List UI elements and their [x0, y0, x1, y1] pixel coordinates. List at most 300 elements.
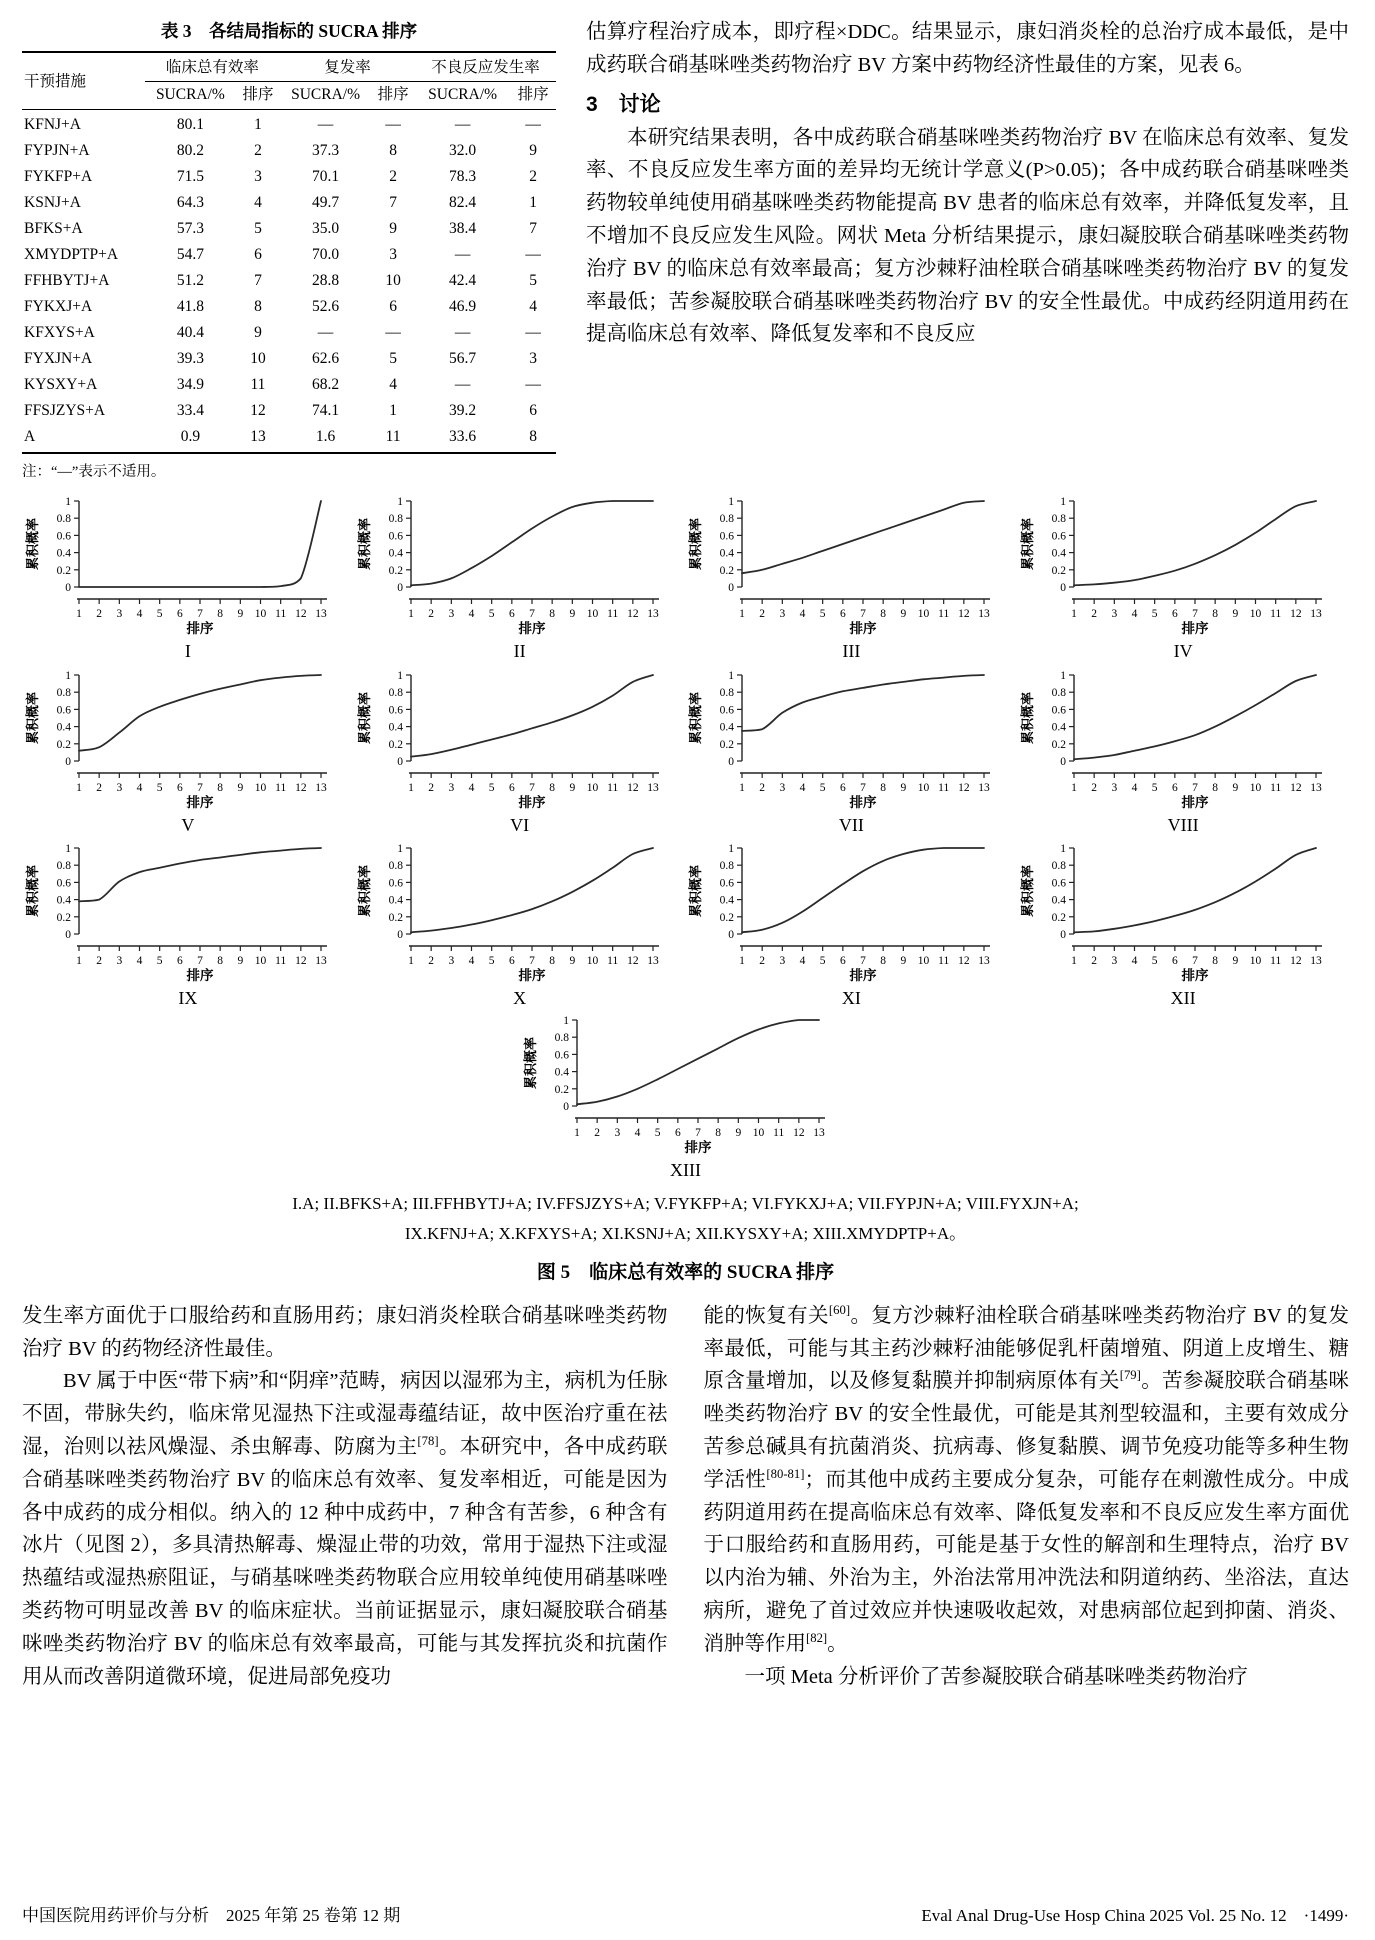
value-cell: 70.1: [311, 168, 340, 185]
svg-text:0.6: 0.6: [388, 703, 403, 716]
svg-text:0: 0: [65, 929, 71, 942]
y-axis-label: 累积概率: [356, 691, 372, 744]
svg-text:2: 2: [759, 608, 766, 620]
svg-text:9: 9: [569, 781, 575, 794]
value-cell: 9: [389, 220, 397, 237]
col-group-adverse: 不良反应发生率: [415, 52, 556, 82]
svg-text:7: 7: [528, 955, 535, 968]
svg-text:9: 9: [1232, 955, 1239, 968]
table-row: [22, 346, 556, 372]
paragraph-tcm: BV 属于中医“带下病”和“阴痒”范畴，病因以湿邪为主，病机为任脉不固，带脉失约，临床常见湿热下注或湿毒蕴结证，故中医治疗重在祛湿，治则以祛风燥湿、杀虫解毒、防腐为主[78]。本研究中，各中成药联合硝基咪唑类药物治疗 BV 的临床总有效率、复发率相近，可能是因为各中成药的成分相似。纳入的 12 种中成药中，7 种含有苦参，6 种含有冰片（见图 2），多具清热解毒、燥湿止带的功效，常用于湿热下注或湿热蕴结或湿热瘀阻证，与硝基咪唑类药物联合应用较单纯使用硝基咪唑类药物可明显改善 BV 的临床症状。当前证据显示，康妇凝胶联合硝基咪唑类药物治疗 BV 的临床总有效率最高，可能与其发挥抗炎和抗菌作用从而改善阴道微环境，促进局部免疫功: [22, 1370, 668, 1688]
svg-text:4: 4: [1131, 781, 1138, 794]
value-cell: 4: [254, 194, 262, 211]
paragraph-meta: 一项 Meta 分析评价了苦参凝胶联合硝基咪唑类药物治疗: [744, 1665, 1248, 1688]
sucra-plot-ix: [23, 838, 353, 988]
svg-text:11: 11: [772, 1126, 784, 1139]
sucra-table-body: [22, 110, 556, 454]
y-axis-label: 累积概率: [688, 691, 704, 744]
svg-text:3: 3: [448, 608, 454, 620]
svg-text:10: 10: [254, 608, 267, 620]
sucra-plot-iv: [1018, 491, 1348, 641]
value-cell: 8: [510, 424, 556, 453]
value-cell: 13: [236, 424, 280, 453]
svg-text:6: 6: [176, 955, 183, 968]
sucra-chart-iv: [1018, 491, 1348, 663]
svg-text:7: 7: [860, 955, 867, 968]
table-note: 注：“—”表示不适用。: [22, 464, 166, 480]
svg-text:1: 1: [65, 496, 71, 508]
svg-text:0: 0: [396, 582, 403, 594]
svg-text:1: 1: [396, 496, 403, 508]
chart-caption-vii: VII: [838, 814, 864, 835]
chart-caption-x: X: [513, 988, 527, 1009]
svg-text:0.6: 0.6: [1051, 530, 1067, 543]
value-cell: 6: [389, 298, 397, 315]
svg-text:10: 10: [918, 781, 930, 794]
svg-text:10: 10: [586, 781, 598, 794]
sucra-plot-xii: [1018, 838, 1348, 988]
table-row: [22, 110, 556, 139]
svg-text:0: 0: [728, 929, 735, 942]
svg-text:5: 5: [1151, 608, 1158, 620]
svg-text:7: 7: [1192, 608, 1198, 620]
sucra-plot-x: [355, 838, 685, 988]
svg-text:0: 0: [728, 755, 735, 768]
value-cell: 1: [389, 402, 397, 419]
svg-text:0.8: 0.8: [56, 513, 71, 526]
y-axis-label: 累积概率: [688, 517, 704, 571]
svg-text:6: 6: [1172, 955, 1178, 968]
svg-text:4: 4: [800, 955, 806, 968]
value-cell: 70.0: [311, 246, 340, 263]
svg-text:4: 4: [468, 781, 474, 794]
y-axis-label: 累积概率: [24, 865, 40, 918]
value-cell: 0.9: [145, 424, 236, 453]
value-cell: —: [454, 116, 471, 133]
svg-text:6: 6: [840, 608, 847, 620]
svg-text:0.8: 0.8: [388, 860, 403, 873]
value-cell: 9: [529, 142, 537, 159]
svg-text:0.8: 0.8: [388, 513, 403, 526]
svg-text:5: 5: [156, 781, 163, 794]
intervention-cell: FFSJZYS+A: [24, 402, 106, 419]
svg-text:0.2: 0.2: [720, 911, 735, 924]
svg-text:2: 2: [1091, 955, 1098, 968]
svg-text:1: 1: [739, 608, 746, 620]
svg-text:1: 1: [396, 669, 403, 682]
subheader-rank: 排序: [236, 82, 280, 110]
svg-text:9: 9: [734, 1126, 741, 1139]
value-cell: 56.7: [449, 350, 477, 367]
svg-text:12: 12: [958, 608, 970, 620]
svg-text:0: 0: [728, 582, 735, 594]
svg-text:9: 9: [237, 781, 244, 794]
value-cell: 11: [371, 424, 415, 453]
value-cell: 8: [389, 142, 397, 159]
cumulative-probability-curve: [1074, 848, 1316, 932]
svg-text:2: 2: [759, 955, 766, 968]
value-cell: 12: [250, 402, 266, 419]
svg-text:0.8: 0.8: [554, 1031, 569, 1044]
svg-text:0.4: 0.4: [720, 547, 735, 560]
svg-text:13: 13: [646, 781, 659, 794]
value-cell: 51.2: [176, 272, 204, 289]
svg-text:0.6: 0.6: [720, 530, 735, 543]
value-cell: 33.4: [176, 402, 204, 419]
svg-text:0.2: 0.2: [56, 911, 71, 924]
value-cell: 4: [529, 298, 537, 315]
svg-text:0.6: 0.6: [56, 703, 71, 716]
svg-text:8: 8: [217, 955, 223, 968]
svg-text:0.4: 0.4: [1051, 721, 1067, 734]
value-cell: 3: [389, 246, 397, 263]
svg-text:0.2: 0.2: [720, 738, 735, 751]
svg-text:3: 3: [116, 781, 123, 794]
svg-text:0.6: 0.6: [56, 877, 71, 890]
svg-text:11: 11: [606, 781, 618, 794]
svg-text:8: 8: [880, 955, 887, 968]
value-cell: —: [454, 246, 471, 263]
svg-text:0.6: 0.6: [720, 877, 735, 890]
svg-text:3: 3: [613, 1126, 620, 1139]
svg-text:4: 4: [1131, 955, 1138, 968]
svg-text:0: 0: [396, 929, 403, 942]
value-cell: 10: [250, 350, 266, 367]
sucra-chart-xi: [686, 838, 1016, 1010]
svg-text:6: 6: [176, 781, 183, 794]
svg-text:0.2: 0.2: [388, 564, 403, 577]
table-title: 表 3 各结局指标的 SUCRA 排序: [160, 21, 418, 41]
svg-text:12: 12: [626, 781, 639, 794]
x-axis-label: 排序: [1181, 968, 1209, 984]
svg-text:4: 4: [468, 955, 474, 968]
value-cell: 74.1: [311, 402, 340, 419]
svg-text:10: 10: [586, 955, 598, 968]
table-row: [22, 372, 556, 398]
svg-text:0.4: 0.4: [56, 547, 71, 560]
svg-text:10: 10: [752, 1126, 764, 1139]
value-cell: 1: [529, 194, 537, 211]
svg-text:4: 4: [634, 1126, 640, 1139]
svg-text:9: 9: [237, 608, 244, 620]
sucra-plot-xiii: [521, 1010, 851, 1160]
y-axis-label: 累积概率: [1020, 517, 1036, 571]
cumulative-probability-curve: [79, 675, 321, 751]
svg-text:8: 8: [880, 781, 887, 794]
svg-text:11: 11: [938, 608, 950, 620]
sucra-chart-ii: [355, 491, 685, 663]
table-row: [22, 216, 556, 242]
value-cell: 3: [254, 168, 262, 185]
svg-text:12: 12: [626, 608, 639, 620]
bottom-left-column: [22, 1300, 668, 1694]
svg-text:2: 2: [96, 608, 102, 620]
svg-text:1: 1: [728, 496, 735, 508]
svg-text:2: 2: [759, 781, 766, 794]
svg-text:4: 4: [1131, 608, 1138, 620]
cumulative-probability-curve: [1074, 675, 1316, 759]
svg-text:1: 1: [1060, 843, 1067, 856]
svg-text:1: 1: [739, 781, 746, 794]
x-axis-label: 排序: [849, 968, 877, 984]
svg-text:7: 7: [1192, 955, 1198, 968]
subheader-sucra: SUCRA/%: [145, 82, 236, 110]
sucra-chart-v: [23, 665, 353, 837]
paragraph-cost: 估算疗程治疗成本，即疗程×DDC。结果显示，康妇消炎栓的总治疗成本最低，是中成药联合硝基咪唑类药物治疗 BV 方案中药物经济性最佳的方案，见表 6。: [586, 21, 1349, 76]
svg-text:0.2: 0.2: [56, 738, 71, 751]
value-cell: 80.2: [176, 142, 204, 159]
svg-text:12: 12: [958, 781, 970, 794]
svg-text:0.4: 0.4: [720, 894, 735, 907]
svg-text:5: 5: [488, 781, 495, 794]
svg-text:5: 5: [488, 608, 495, 620]
value-cell: 46.9: [449, 298, 477, 315]
chart-caption-xi: XI: [841, 988, 861, 1009]
svg-text:0.2: 0.2: [720, 564, 735, 577]
value-cell: 10: [385, 272, 401, 289]
value-cell: 28.8: [311, 272, 340, 289]
svg-text:8: 8: [217, 608, 223, 620]
col-header-intervention: 干预措施: [22, 52, 145, 110]
svg-text:6: 6: [1172, 608, 1178, 620]
svg-text:10: 10: [1249, 781, 1262, 794]
value-cell: 37.3: [311, 142, 340, 159]
svg-text:10: 10: [254, 955, 267, 968]
value-cell: 39.3: [176, 350, 204, 367]
svg-text:0: 0: [396, 755, 403, 768]
svg-text:1: 1: [728, 669, 735, 682]
svg-text:9: 9: [237, 955, 244, 968]
x-axis-label: 排序: [849, 794, 877, 810]
value-cell: 54.7: [176, 246, 204, 263]
sucra-plot-i: [23, 491, 353, 641]
svg-text:0: 0: [1060, 755, 1067, 768]
intervention-cell: BFKS+A: [24, 220, 83, 237]
svg-text:5: 5: [654, 1126, 661, 1139]
sucra-charts-grid: [22, 491, 1349, 1010]
figure-legend-line-2: IX.KFNJ+A; X.KFXYS+A; XI.KSNJ+A; XII.KYSXY+A; XIII.XMYDPTP+A。: [404, 1224, 967, 1244]
chart-caption-v: V: [181, 814, 195, 835]
sucra-chart-viii: [1018, 665, 1348, 837]
svg-text:0: 0: [1060, 582, 1067, 594]
svg-text:11: 11: [275, 955, 287, 968]
page-footer: [22, 1891, 1349, 1926]
svg-text:3: 3: [116, 608, 123, 620]
svg-text:8: 8: [880, 608, 887, 620]
table-row: [22, 424, 556, 453]
svg-text:9: 9: [900, 608, 907, 620]
sucra-chart-xiii: [521, 1010, 851, 1182]
section-heading-discussion: 3 讨论: [586, 92, 661, 116]
svg-text:11: 11: [275, 781, 287, 794]
sucra-plot-iii: [686, 491, 1016, 641]
sucra-table-head: [22, 52, 556, 110]
svg-text:0: 0: [1060, 929, 1067, 942]
svg-text:3: 3: [779, 955, 786, 968]
value-cell: 42.4: [449, 272, 477, 289]
value-cell: 8: [254, 298, 262, 315]
svg-text:9: 9: [569, 608, 575, 620]
svg-text:6: 6: [508, 608, 515, 620]
svg-text:13: 13: [978, 781, 991, 794]
sucra-chart-x: [355, 838, 685, 1010]
sucra-chart-xii: [1018, 838, 1348, 1010]
svg-text:1: 1: [1071, 781, 1077, 794]
table-row: [22, 320, 556, 346]
value-cell: 78.3: [449, 168, 477, 185]
x-axis-label: 排序: [186, 968, 214, 984]
svg-text:6: 6: [674, 1126, 681, 1139]
svg-text:1: 1: [407, 781, 414, 794]
svg-text:9: 9: [900, 781, 907, 794]
svg-text:12: 12: [294, 608, 307, 620]
svg-text:12: 12: [792, 1126, 805, 1139]
svg-text:12: 12: [294, 955, 307, 968]
svg-text:7: 7: [197, 608, 203, 620]
svg-text:0.6: 0.6: [720, 703, 735, 716]
svg-text:1: 1: [65, 843, 71, 856]
intervention-cell: FYKXJ+A: [24, 298, 93, 315]
svg-text:1: 1: [65, 669, 71, 682]
value-cell: 1: [254, 116, 262, 133]
svg-text:11: 11: [606, 955, 618, 968]
sucra-plot-vii: [686, 665, 1016, 815]
svg-text:7: 7: [197, 781, 203, 794]
svg-text:3: 3: [779, 781, 786, 794]
value-cell: 3: [529, 350, 537, 367]
table-row: [22, 190, 556, 216]
intervention-cell: KYSXY+A: [24, 376, 98, 393]
x-axis-label: 排序: [186, 794, 214, 810]
svg-text:1: 1: [739, 955, 746, 968]
svg-text:6: 6: [840, 781, 847, 794]
svg-text:12: 12: [1290, 781, 1302, 794]
svg-text:9: 9: [569, 955, 575, 968]
top-section: [22, 16, 1349, 481]
svg-text:5: 5: [820, 608, 826, 620]
svg-text:10: 10: [918, 608, 930, 620]
svg-text:0.4: 0.4: [56, 894, 71, 907]
svg-text:8: 8: [1212, 781, 1219, 794]
svg-text:0.4: 0.4: [56, 721, 71, 734]
table-row: [22, 268, 556, 294]
svg-text:5: 5: [1151, 781, 1158, 794]
svg-text:5: 5: [488, 955, 495, 968]
svg-text:1: 1: [562, 1014, 569, 1027]
svg-text:1: 1: [1071, 608, 1077, 620]
svg-text:11: 11: [1270, 781, 1282, 794]
value-cell: 5: [529, 272, 537, 289]
sucra-chart-ix: [23, 838, 353, 1010]
svg-text:0.6: 0.6: [56, 530, 71, 543]
intervention-cell: FFHBYTJ+A: [24, 272, 110, 289]
chart-caption-xiii: XIII: [670, 1159, 701, 1180]
svg-text:9: 9: [1232, 608, 1239, 620]
svg-text:12: 12: [1290, 608, 1302, 620]
value-cell: 11: [250, 376, 266, 393]
svg-text:0.8: 0.8: [56, 686, 71, 699]
svg-text:4: 4: [800, 781, 806, 794]
cumulative-probability-curve: [577, 1020, 819, 1104]
discussion-column: [586, 16, 1349, 481]
svg-text:13: 13: [1310, 781, 1322, 794]
svg-text:13: 13: [315, 955, 327, 968]
sucra-plot-viii: [1018, 665, 1348, 815]
svg-text:10: 10: [1249, 955, 1262, 968]
svg-text:0.2: 0.2: [56, 564, 71, 577]
svg-text:12: 12: [958, 955, 970, 968]
paragraph-continuation: 发生率方面优于口服给药和直肠用药；康妇消炎栓联合硝基咪唑类药物治疗 BV 的药物经济性最佳。: [22, 1304, 668, 1360]
bottom-section: [22, 1300, 1349, 1694]
value-cell: —: [525, 376, 541, 393]
svg-text:0.4: 0.4: [388, 894, 403, 907]
value-cell: —: [454, 324, 471, 341]
cumulative-probability-curve: [411, 848, 653, 932]
svg-text:1: 1: [76, 955, 82, 968]
figure-legend-line-1: I.A; II.BFKS+A; III.FFHBYTJ+A; IV.FFSJZYS+A; V.FYKFP+A; VI.FYKXJ+A; VII.FYPJN+A; VIII.FYXJN+A;: [292, 1194, 1079, 1214]
svg-text:7: 7: [1192, 781, 1198, 794]
cumulative-probability-curve: [742, 848, 984, 932]
value-cell: 1.6: [280, 424, 371, 453]
y-axis-label: 累积概率: [1020, 691, 1036, 744]
intervention-cell: FYKFP+A: [24, 168, 93, 185]
svg-text:0.8: 0.8: [1051, 513, 1067, 526]
svg-text:11: 11: [275, 608, 287, 620]
value-cell: 2: [389, 168, 397, 185]
svg-text:4: 4: [800, 608, 806, 620]
svg-text:11: 11: [938, 955, 950, 968]
value-cell: 68.2: [311, 376, 340, 393]
value-cell: 35.0: [311, 220, 340, 237]
svg-text:13: 13: [978, 955, 991, 968]
chart-caption-ii: II: [513, 641, 526, 661]
col-group-recurrence: 复发率: [280, 52, 415, 82]
value-cell: 40.4: [176, 324, 204, 341]
x-axis-label: 排序: [186, 621, 214, 636]
svg-text:3: 3: [448, 781, 454, 794]
value-cell: 32.0: [449, 142, 477, 159]
value-cell: —: [454, 376, 471, 393]
svg-text:0.2: 0.2: [1051, 911, 1067, 924]
svg-text:11: 11: [1270, 955, 1282, 968]
value-cell: 39.2: [449, 402, 477, 419]
svg-text:3: 3: [779, 608, 786, 620]
svg-text:1: 1: [407, 608, 414, 620]
value-cell: —: [317, 324, 334, 341]
intervention-cell: A: [22, 424, 145, 453]
y-axis-label: 累积概率: [356, 865, 372, 918]
chart-caption-xii: XII: [1170, 988, 1196, 1009]
value-cell: 4: [389, 376, 397, 393]
svg-text:2: 2: [1091, 781, 1098, 794]
y-axis-label: 累积概率: [356, 517, 372, 571]
value-cell: 62.6: [311, 350, 340, 367]
svg-text:13: 13: [646, 608, 659, 620]
value-cell: 34.9: [176, 376, 204, 393]
value-cell: 38.4: [449, 220, 477, 237]
intervention-cell: FYPJN+A: [24, 142, 90, 159]
value-cell: 71.5: [176, 168, 204, 185]
svg-text:3: 3: [448, 955, 454, 968]
cumulative-probability-curve: [411, 675, 653, 757]
svg-text:7: 7: [860, 781, 867, 794]
svg-text:0.2: 0.2: [1051, 564, 1067, 577]
svg-text:0.8: 0.8: [1051, 860, 1067, 873]
cumulative-probability-curve: [742, 501, 984, 573]
table-row: [22, 164, 556, 190]
value-cell: —: [525, 324, 541, 341]
value-cell: —: [385, 116, 401, 133]
